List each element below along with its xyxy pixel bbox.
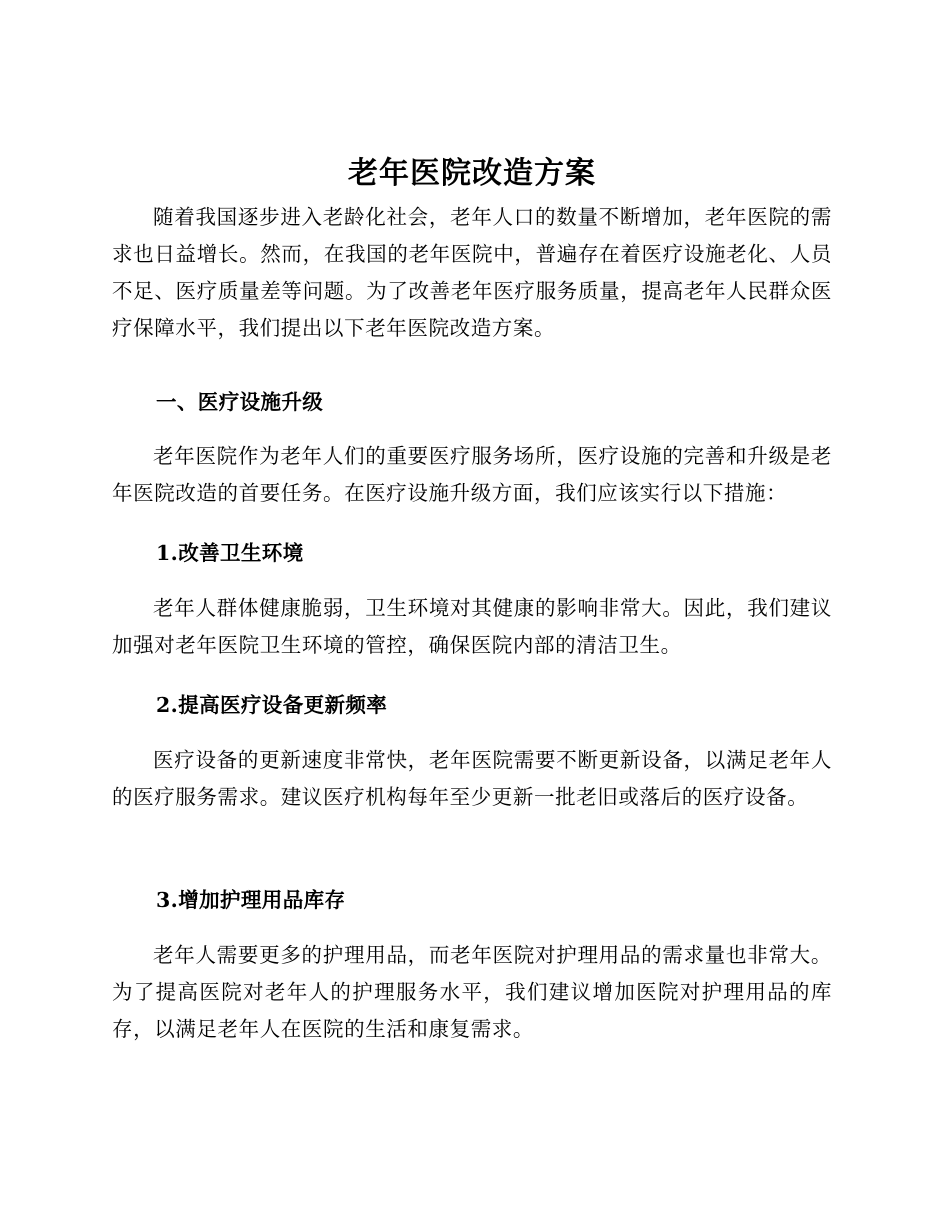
item-heading-supplies: 3.增加护理用品库存 [156, 888, 346, 912]
item-paragraph-equipment: 医疗设备的更新速度非常快，老年医院需要不断更新设备，以满足老年人的医疗服务需求。建议医疗机构每年至少更新一批老旧或落后的医疗设备。 [112, 748, 832, 809]
page-title: 老年医院改造方案 [348, 156, 596, 191]
section-heading-medical-facilities: 一、医疗设施升级 [156, 390, 324, 414]
item-paragraph-hygiene: 老年人群体健康脆弱，卫生环境对其健康的影响非常大。因此，我们建议加强对老年医院卫生环境的管控，确保医院内部的清洁卫生。 [112, 596, 832, 657]
intro-paragraph: 随着我国逐步进入老龄化社会，老年人口的数量不断增加，老年医院的需求也日益增长。然而，在我国的老年医院中，普遍存在着医疗设施老化、人员不足、医疗质量差等问题。为了改善老年医疗服务质量，提高老年人民群众医疗保障水平，我们提出以下老年医院改造方案。 [112, 205, 832, 340]
item-heading-equipment: 2.提高医疗设备更新频率 [156, 693, 388, 717]
item-heading-hygiene: 1.改善卫生环境 [156, 541, 304, 565]
section-paragraph-medical-facilities: 老年医院作为老年人们的重要医疗服务场所，医疗设施的完善和升级是老年医院改造的首要任务。在医疗设施升级方面，我们应该实行以下措施： [112, 444, 832, 505]
item-paragraph-supplies: 老年人需要更多的护理用品，而老年医院对护理用品的需求量也非常大。为了提高医院对老年人的护理服务水平，我们建议增加医院对护理用品的库存，以满足老年人在医院的生活和康复需求。 [112, 943, 832, 1041]
